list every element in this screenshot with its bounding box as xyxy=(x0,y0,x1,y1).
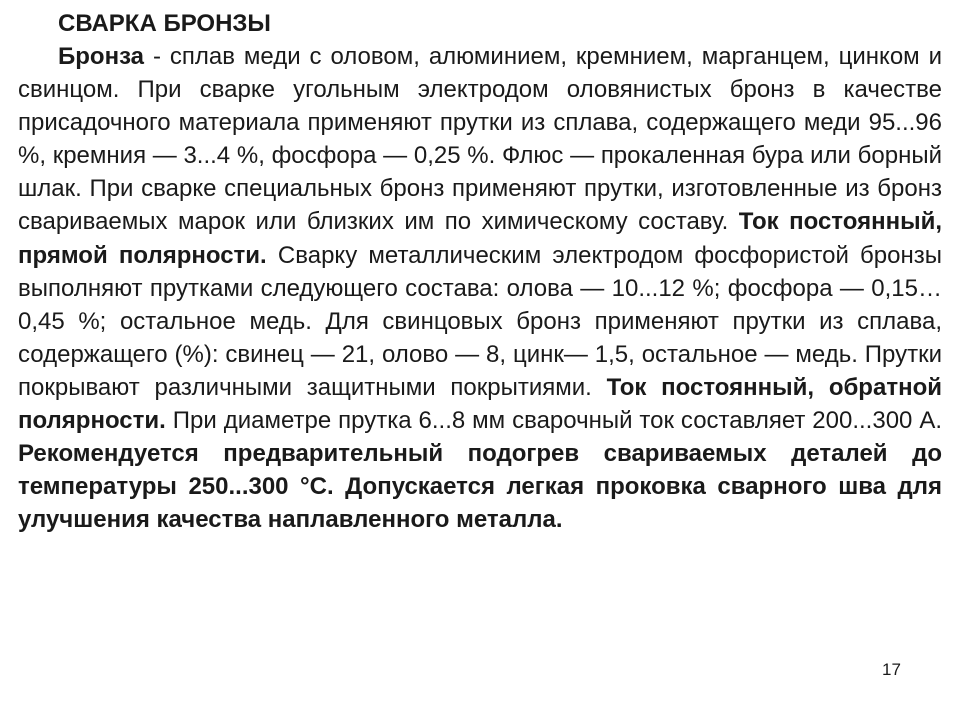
term-bronze: Бронза xyxy=(58,43,145,70)
slide-title: СВАРКА БРОНЗЫ xyxy=(58,10,271,37)
text-run-current-reverse: Ток постоянный, обратной полярности. xyxy=(18,373,942,435)
slide-content xyxy=(18,8,942,536)
page-number: 17 xyxy=(882,660,901,679)
text-run-phosphor-bronze: Сварку металлическим электродом фосфористой бронзы выполняют прутками следующего состава: олова — 10...12 %; фосфора — 0,15…0,45 %; остальное медь. Для свинцовых бронз применяют прутки из сплава, содержащего (%): свинец — 21, олово — 8, цинк— 1,5, остальное — медь. Прутки покрывают различными защитными покрытиями. xyxy=(18,241,942,401)
body-paragraph xyxy=(18,40,942,536)
text-run-welding-current: При диаметре прутка 6...8 мм сварочный ток составляет 200...300 А. xyxy=(165,407,942,435)
text-run-recommendation: Рекомендуется предварительный подогрев свариваемых деталей до температуры 250...300 °С. Допускается легкая проковка сварного шва для улучшения качества наплавленного металла. xyxy=(18,440,942,534)
text-run-current-direct: Ток постоянный, прямой полярности. xyxy=(18,208,942,269)
text-run-definition: - сплав меди с оловом, алюминием, кремнием, марганцем, цинком и свинцом. При сварке угольным электродом оловянистых бронз в качестве присадочного материала применяют прутки из сплава, содержащего меди 95...96 %, кремния — 3...4 %, фосфора — 0,25 %. Флюс — прокаленная бура или борный шлак. При сварке специальных бронз применяют прутки, изготовленные из бронз свариваемых марок или близких им по химическому составу. xyxy=(18,43,942,236)
